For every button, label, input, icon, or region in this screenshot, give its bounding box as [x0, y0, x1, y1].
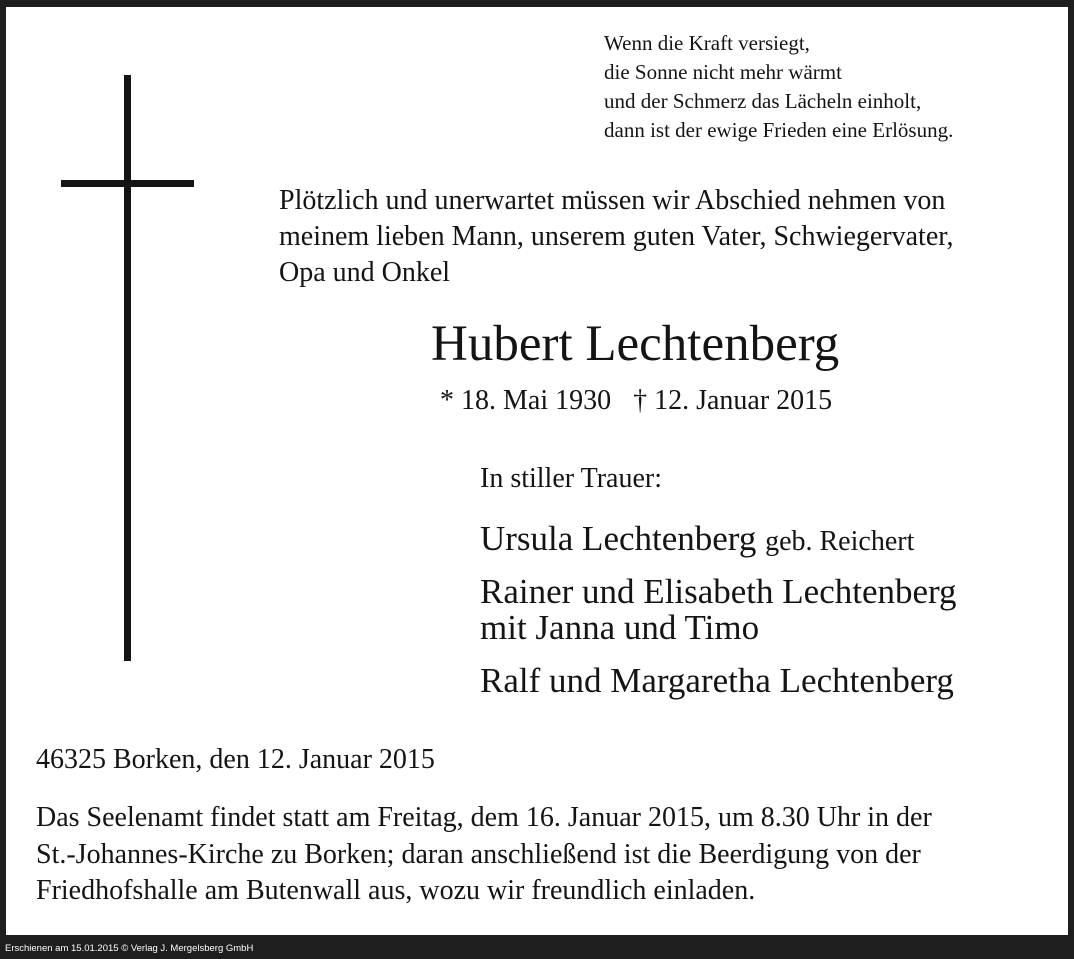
- mourner-sub: mit Janna und Timo: [480, 608, 760, 647]
- life-dates: [440, 383, 832, 419]
- intro-line: Opa und Onkel: [279, 257, 451, 288]
- intro-line: Plötzlich und unerwartet müssen wir Abschied nehmen von: [279, 185, 946, 216]
- service-info: [36, 800, 932, 910]
- poem: [604, 29, 953, 145]
- mourner-name: Rainer und Elisabeth Lechtenberg: [480, 572, 957, 611]
- mourner-name: Ursula Lechtenberg: [480, 519, 757, 558]
- poem-line: Wenn die Kraft versiegt,: [604, 31, 810, 55]
- intro-line: meinem lieben Mann, unserem guten Vater, Schwiegervater,: [279, 221, 954, 252]
- birth-date: * 18. Mai 1930: [440, 385, 612, 416]
- service-line: Friedhofshalle am Butenwall aus, wozu wir freundlich einladen.: [36, 875, 756, 906]
- place-date: 46325 Borken, den 12. Januar 2015: [36, 744, 435, 775]
- poem-line: dann ist der ewige Frieden eine Erlösung.: [604, 118, 954, 142]
- service-line: St.-Johannes-Kirche zu Borken; daran anschließend ist die Beerdigung von der: [36, 838, 921, 870]
- publication-footer: Erschienen am 15.01.2015 © Verlag J. Mergelsberg GmbH: [5, 943, 254, 954]
- mourner-name: Ralf und Margaretha Lechtenberg: [480, 661, 954, 700]
- deceased-name: Hubert Lechtenberg: [431, 316, 840, 372]
- obituary-card: [6, 7, 1068, 935]
- service-line: Das Seelenamt findet statt am Freitag, dem 16. Januar 2015, um 8.30 Uhr in der: [36, 802, 932, 833]
- mourner-note: geb. Reichert: [765, 526, 915, 557]
- death-date: † 12. Januar 2015: [633, 385, 833, 416]
- cross-horizontal-bar: [61, 180, 194, 187]
- mourning-heading: In stiller Trauer:: [480, 463, 662, 494]
- poem-line: und der Schmerz das Lächeln einholt,: [604, 89, 922, 113]
- cross-vertical-bar: [124, 75, 131, 661]
- intro-text: [279, 183, 1039, 291]
- poem-line: die Sonne nicht mehr wärmt: [604, 60, 842, 84]
- mourner-entry: [480, 520, 914, 561]
